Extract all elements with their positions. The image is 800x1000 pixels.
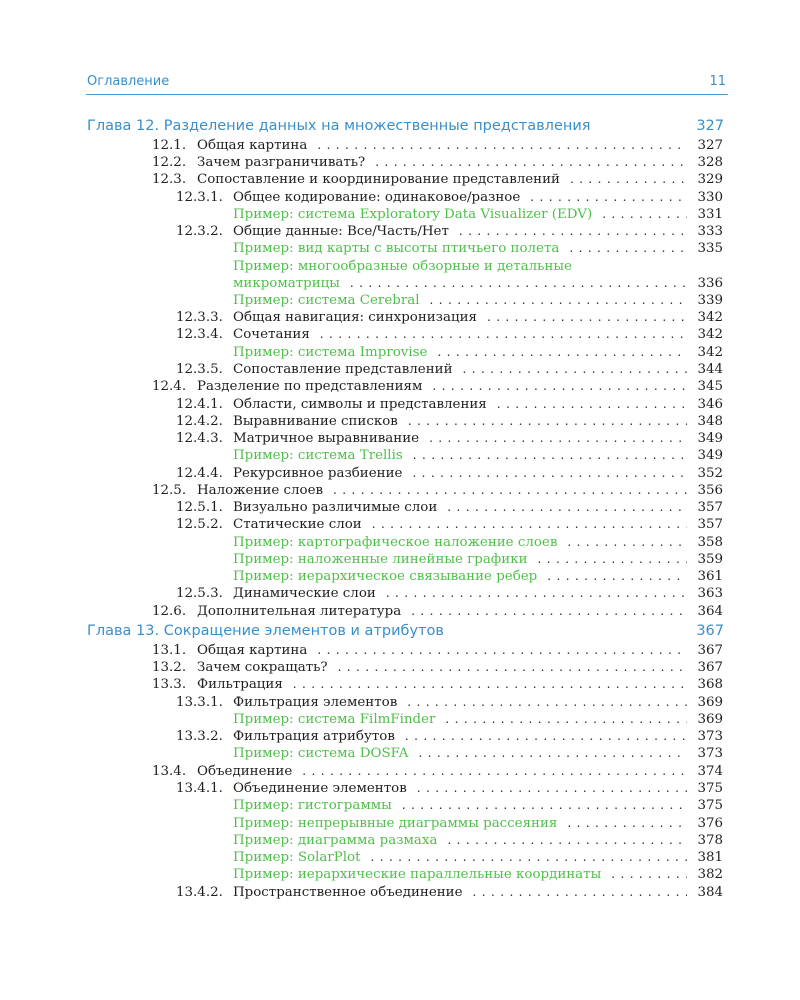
running-header: [86, 72, 728, 95]
entry-page-number: 382: [697, 867, 723, 882]
section-number: 13.3.: [152, 677, 187, 692]
entry-leader-line: [233, 552, 687, 567]
toc-section-entry[interactable]: [0, 643, 800, 660]
entry-leader-line: [197, 764, 687, 779]
entry-page-number: 335: [697, 241, 723, 256]
entry-leader-line: [197, 660, 687, 675]
dot-leader: [547, 569, 687, 583]
entry-page-number: 348: [697, 414, 723, 429]
entry-leader-line: [233, 729, 687, 744]
entry-title: Пример: диаграмма размаха: [233, 833, 447, 848]
entry-leader-line: [233, 781, 687, 796]
toc-example-entry[interactable]: [0, 241, 800, 258]
entry-title: Пример: гистограммы: [233, 798, 402, 813]
entry-page-number: 384: [697, 885, 723, 900]
section-number: 12.6.: [152, 604, 187, 619]
section-number: 12.4.4.: [176, 466, 223, 481]
entry-leader-line: [233, 431, 687, 446]
section-number: 13.1.: [152, 643, 187, 658]
entry-leader-line: [233, 310, 687, 325]
entry-title: Пример: система Trellis: [233, 448, 413, 463]
entry-title: Пример: картографическое наложение слоев: [233, 535, 567, 550]
entry-page-number: 357: [697, 517, 723, 532]
toc-example-entry[interactable]: [0, 448, 800, 465]
toc-section-entry[interactable]: [0, 604, 800, 621]
toc-section-entry[interactable]: [0, 224, 800, 241]
entry-leader-line: [197, 155, 687, 170]
dot-leader: [317, 138, 687, 152]
entry-page-number: 378: [697, 833, 723, 848]
entry-page-number: 367: [697, 643, 723, 658]
entry-page-number: 359: [697, 552, 723, 567]
dot-leader: [317, 643, 687, 657]
dot-leader: [473, 885, 687, 899]
toc-section-entry[interactable]: [0, 695, 800, 712]
dot-leader: [497, 397, 687, 411]
entry-title: Рекурсивное разбиение: [233, 466, 412, 481]
entry-leader-line: [233, 712, 687, 727]
entry-page-number: 375: [697, 798, 723, 813]
entry-title: Общая картина: [197, 643, 317, 658]
entry-title: Зачем разграничивать?: [197, 155, 375, 170]
toc-example-entry[interactable]: [0, 833, 800, 850]
entry-leader-line: [197, 677, 687, 692]
section-number: 12.3.5.: [176, 362, 223, 377]
entry-page-number: 333: [697, 224, 723, 239]
dot-leader: [372, 517, 687, 531]
toc-section-entry[interactable]: [0, 155, 800, 172]
entry-leader-line: [197, 172, 687, 187]
section-number: 12.5.3.: [176, 586, 223, 601]
entry-title: Общая навигация: синхронизация: [233, 310, 487, 325]
entry-page-number: 364: [697, 604, 723, 619]
entry-title: Области, символы и представления: [233, 397, 497, 412]
dot-leader: [302, 764, 687, 778]
entry-title: Разделение по представлениям: [197, 379, 432, 394]
entry-leader-line: [233, 397, 687, 412]
entry-leader-line: [233, 293, 687, 308]
dot-leader: [411, 604, 687, 618]
toc-section-entry[interactable]: [0, 764, 800, 781]
dot-leader: [350, 276, 687, 290]
entry-title: Сопоставление представлений: [233, 362, 463, 377]
chapter-page-number: 367: [696, 623, 724, 639]
section-number: 12.4.3.: [176, 431, 223, 446]
section-number: 12.3.: [152, 172, 187, 187]
entry-page-number: 342: [697, 345, 723, 360]
entry-leader-line: [233, 569, 687, 584]
toc-section-entry[interactable]: [0, 190, 800, 207]
entry-page-number: 357: [697, 500, 723, 515]
section-number: 12.5.1.: [176, 500, 223, 515]
entry-leader-line: [233, 850, 687, 865]
dot-leader: [320, 327, 687, 341]
chapter-heading[interactable]: [0, 118, 800, 138]
entry-page-number: 344: [697, 362, 723, 377]
toc-section-entry[interactable]: [0, 466, 800, 483]
entry-leader-line: [233, 885, 687, 900]
toc-section-entry[interactable]: [0, 517, 800, 534]
entry-title: Пример: многообразные обзорные и детальные: [233, 259, 572, 274]
toc-section-entry[interactable]: [0, 138, 800, 155]
entry-leader-line: [233, 448, 687, 463]
entry-leader-line: [233, 241, 687, 256]
toc-section-entry[interactable]: [0, 500, 800, 517]
entry-title: Пример: иерархические параллельные координаты: [233, 867, 611, 882]
header-title: Оглавление: [87, 74, 170, 89]
toc-example-entry[interactable]: [0, 867, 800, 884]
section-number: 13.4.2.: [176, 885, 223, 900]
entry-page-number: 369: [697, 695, 723, 710]
entry-leader-line: [233, 466, 687, 481]
entry-page-number: 336: [697, 276, 723, 291]
dot-leader: [530, 190, 687, 204]
header-page-number: 11: [709, 74, 726, 89]
entry-title: Пример: SolarPlot: [233, 850, 371, 865]
dot-leader: [463, 362, 688, 376]
dot-leader: [602, 207, 687, 221]
entry-leader-line: [233, 517, 687, 532]
dot-leader: [437, 345, 687, 359]
toc-section-entry[interactable]: [0, 431, 800, 448]
entry-leader-line: [233, 746, 687, 761]
section-number: 12.5.2.: [176, 517, 223, 532]
entry-title: Пример: система Improvise: [233, 345, 437, 360]
dot-leader: [459, 224, 687, 238]
toc-section-entry[interactable]: [0, 885, 800, 902]
entry-title: Выравнивание списков: [233, 414, 408, 429]
entry-title: Объединение: [197, 764, 302, 779]
entry-title: Пример: система DOSFA: [233, 746, 418, 761]
entry-page-number: 352: [697, 466, 723, 481]
dot-leader: [407, 695, 687, 709]
chapter-page-number: 327: [696, 118, 724, 134]
entry-page-number: 329: [697, 172, 723, 187]
entry-page-number: 339: [697, 293, 723, 308]
entry-page-number: 330: [697, 190, 723, 205]
section-number: 13.3.1.: [176, 695, 223, 710]
dot-leader: [447, 500, 687, 514]
section-number: 12.5.: [152, 483, 187, 498]
entry-title: Дополнительная литература: [197, 604, 411, 619]
entry-page-number: 358: [697, 535, 723, 550]
toc-section-entry[interactable]: [0, 781, 800, 798]
entry-leader-line: [197, 138, 687, 153]
toc-section-entry[interactable]: [0, 414, 800, 431]
entry-title: Пример: система FilmFinder: [233, 712, 445, 727]
entry-title: Сочетания: [233, 327, 320, 342]
toc-section-entry[interactable]: [0, 379, 800, 396]
dot-leader: [429, 431, 687, 445]
entry-page-number: 373: [697, 729, 723, 744]
toc-example-entry[interactable]: [0, 712, 800, 729]
entry-leader-line: [233, 345, 687, 360]
entry-leader-line: [197, 379, 687, 394]
dot-leader: [293, 677, 687, 691]
dot-leader: [418, 746, 687, 760]
dot-leader: [447, 833, 687, 847]
entry-leader-line: [233, 695, 687, 710]
dot-leader: [405, 729, 687, 743]
entry-page-number: 368: [697, 677, 723, 692]
dot-leader: [567, 535, 687, 549]
section-number: 12.1.: [152, 138, 187, 153]
entry-title: Объединение элементов: [233, 781, 417, 796]
entry-title: Общая картина: [197, 138, 317, 153]
dot-leader: [402, 798, 687, 812]
entry-leader-line: [197, 483, 687, 498]
entry-leader-line: [233, 500, 687, 515]
entry-page-number: 345: [697, 379, 723, 394]
entry-title: Матричное выравнивание: [233, 431, 429, 446]
dot-leader: [487, 310, 687, 324]
toc-example-entry[interactable]: [0, 746, 800, 763]
toc-section-entry[interactable]: [0, 397, 800, 414]
entry-leader-line: [233, 535, 687, 550]
entry-leader-line: [197, 604, 687, 619]
entry-leader-line: [233, 414, 687, 429]
section-number: 12.3.2.: [176, 224, 223, 239]
toc-section-entry[interactable]: [0, 327, 800, 344]
entry-leader-line: [233, 327, 687, 342]
entry-page-number: 342: [697, 310, 723, 325]
entry-page-number: 369: [697, 712, 723, 727]
dot-leader: [611, 867, 687, 881]
entry-title: Динамические слои: [233, 586, 386, 601]
entry-page-number: 367: [697, 660, 723, 675]
entry-leader-line: [233, 190, 687, 205]
section-number: 12.2.: [152, 155, 187, 170]
chapter-title: Глава 13. Сокращение элементов и атрибутов: [87, 623, 444, 639]
entry-leader-line: [233, 586, 687, 601]
entry-page-number: 328: [697, 155, 723, 170]
dot-leader: [413, 448, 687, 462]
entry-title: Пример: система Cerebral: [233, 293, 430, 308]
section-number: 12.4.2.: [176, 414, 223, 429]
toc-example-entry[interactable]: [0, 552, 800, 569]
entry-page-number: 331: [697, 207, 723, 222]
entry-leader-line: [197, 643, 687, 658]
chapter-title: Глава 12. Разделение данных на множественные представления: [87, 118, 591, 134]
section-number: 13.2.: [152, 660, 187, 675]
toc-example-entry[interactable]: [0, 259, 800, 291]
dot-leader: [408, 414, 687, 428]
entry-page-number: 327: [697, 138, 723, 153]
entry-title: Фильтрация элементов: [233, 695, 407, 710]
entry-page-number: 349: [697, 431, 723, 446]
entry-title: Сопоставление и координирование представлений: [197, 172, 570, 187]
entry-page-number: 381: [697, 850, 723, 865]
toc-example-entry[interactable]: [0, 798, 800, 815]
entry-title: Пример: система Exploratory Data Visualizer (EDV): [233, 207, 602, 222]
dot-leader: [430, 293, 687, 307]
entry-page-number: 356: [697, 483, 723, 498]
section-number: 12.3.4.: [176, 327, 223, 342]
entry-title: Общие данные: Все/Часть/Нет: [233, 224, 459, 239]
entry-page-number: 349: [697, 448, 723, 463]
dot-leader: [371, 850, 688, 864]
toc-example-entry[interactable]: [0, 535, 800, 552]
toc-section-entry[interactable]: [0, 310, 800, 327]
entry-leader-line: [233, 207, 687, 222]
dot-leader: [338, 660, 687, 674]
toc-section-entry[interactable]: [0, 483, 800, 500]
toc-section-entry[interactable]: [0, 362, 800, 379]
entry-title: Статические слои: [233, 517, 372, 532]
dot-leader: [412, 466, 687, 480]
entry-title: Наложение слоев: [197, 483, 333, 498]
entry-title: Фильтрация атрибутов: [233, 729, 405, 744]
toc-section-entry[interactable]: [0, 172, 800, 189]
section-number: 12.3.1.: [176, 190, 223, 205]
entry-title: Фильтрация: [197, 677, 293, 692]
section-number: 13.3.2.: [176, 729, 223, 744]
entry-title: Зачем сокращать?: [197, 660, 338, 675]
toc-example-entry[interactable]: [0, 293, 800, 310]
entry-title: Общее кодирование: одинаковое/разное: [233, 190, 530, 205]
dot-leader: [570, 172, 687, 186]
entry-leader-line: [233, 224, 687, 239]
section-number: 13.4.1.: [176, 781, 223, 796]
section-number: 12.3.3.: [176, 310, 223, 325]
chapter-heading[interactable]: [0, 623, 800, 643]
toc-example-entry[interactable]: [0, 816, 800, 833]
entry-leader-line: [233, 362, 687, 377]
entry-page-number: 342: [697, 327, 723, 342]
entry-page-number: 376: [697, 816, 723, 831]
dot-leader: [432, 379, 687, 393]
dot-leader: [569, 241, 687, 255]
toc-example-entry[interactable]: [0, 569, 800, 586]
entry-title: Пространственное объединение: [233, 885, 473, 900]
entry-title-continuation: микроматрицы: [233, 276, 350, 291]
toc-example-entry[interactable]: [0, 345, 800, 362]
toc-example-entry[interactable]: [0, 850, 800, 867]
entry-page-number: 373: [697, 746, 723, 761]
dot-leader: [375, 155, 687, 169]
dot-leader: [333, 483, 687, 497]
dot-leader: [567, 816, 687, 830]
section-number: 13.4.: [152, 764, 187, 779]
toc-section-entry[interactable]: [0, 586, 800, 603]
section-number: 12.4.: [152, 379, 187, 394]
dot-leader: [386, 586, 687, 600]
dot-leader: [417, 781, 687, 795]
entry-page-number: 375: [697, 781, 723, 796]
entry-page-number: 363: [697, 586, 723, 601]
entry-leader-line: [233, 276, 687, 291]
entry-page-number: 374: [697, 764, 723, 779]
entry-title: Пример: непрерывные диаграммы рассеяния: [233, 816, 567, 831]
toc-example-entry[interactable]: [0, 207, 800, 224]
entry-title: Пример: иерархическое связывание ребер: [233, 569, 547, 584]
entry-leader-line: [233, 867, 687, 882]
section-number: 12.4.1.: [176, 397, 223, 412]
entry-leader-line: [233, 833, 687, 848]
dot-leader: [538, 552, 687, 566]
entry-leader-line: [233, 798, 687, 813]
toc-section-entry[interactable]: [0, 660, 800, 677]
toc-section-entry[interactable]: [0, 729, 800, 746]
entry-title: Пример: наложенные линейные графики: [233, 552, 538, 567]
entry-title: Пример: вид карты с высоты птичьего полета: [233, 241, 569, 256]
entry-title: Визуально различимые слои: [233, 500, 447, 515]
dot-leader: [445, 712, 687, 726]
entry-page-number: 346: [697, 397, 723, 412]
entry-leader-line: [233, 816, 687, 831]
entry-page-number: 361: [697, 569, 723, 584]
toc-section-entry[interactable]: [0, 677, 800, 694]
